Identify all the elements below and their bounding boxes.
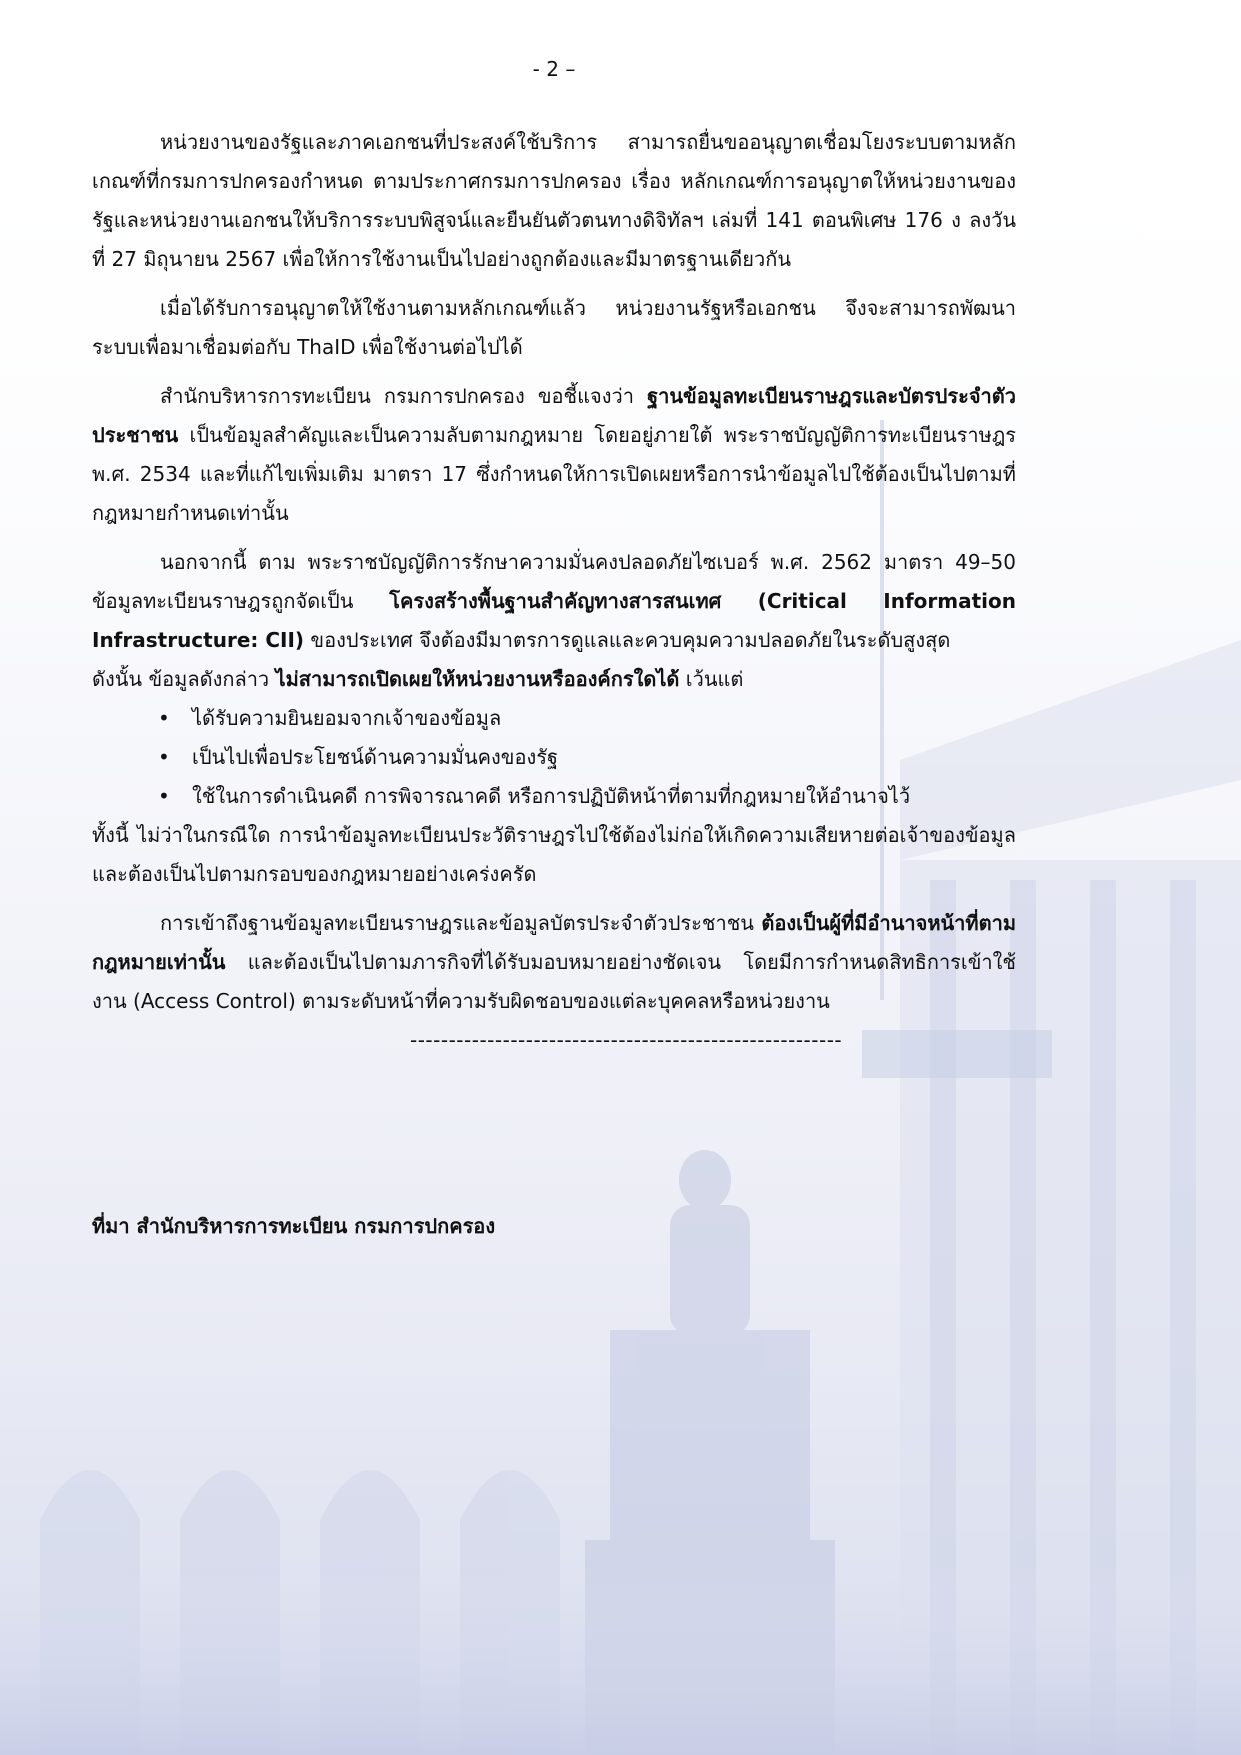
paragraph-text: เว้นแต่ bbox=[679, 667, 744, 691]
emphasis-text: ต้องเป็นผู้ที่มีอำนาจหน้าที่ตามกฎหมายเท่านั้น bbox=[92, 911, 1016, 974]
emphasis-text: ฐานข้อมูลทะเบียนราษฎรและบัตรประจำตัวประชาชน bbox=[92, 384, 1016, 447]
paragraph-critical-infrastructure bbox=[92, 543, 1016, 660]
paragraph-text: ดังนั้น ข้อมูลดังกล่าว bbox=[92, 667, 276, 691]
list-item bbox=[92, 738, 1016, 777]
paragraph-text: และต้องเป็นไปตามภารกิจที่ได้รับมอบหมายอย่างชัดเจน โดยมีการกำหนดสิทธิการเข้าใช้งาน (Access Control) ตามระดับหน้าที่ความรับผิดชอบของแต่ละบุคคลหรือหน่วยงาน bbox=[92, 950, 1016, 1013]
paragraph-text: ของประเทศ จึงต้องมีมาตรการดูแลและควบคุมความปลอดภัยในระดับสูงสุด bbox=[304, 628, 951, 652]
paragraph-thaid-integration: เมื่อได้รับการอนุญาตให้ใช้งานตามหลักเกณฑ์แล้ว หน่วยงานรัฐหรือเอกชน จึงจะสามารถพัฒนาระบบเพื่อมาเชื่อมต่อกับ ThaID เพื่อใช้งานต่อไปได้ bbox=[92, 296, 1016, 359]
exceptions-list bbox=[92, 699, 1016, 816]
source-attribution: ที่มา สำนักบริหารการทะเบียน กรมการปกครอง bbox=[92, 1214, 496, 1238]
bullet-icon: • bbox=[158, 784, 170, 808]
paragraph-registration-database-clarification bbox=[92, 377, 1016, 533]
bullet-icon: • bbox=[158, 706, 170, 730]
list-item bbox=[92, 777, 1016, 816]
paragraph-text: นอกจากนี้ ตาม พระราชบัญญัติการรักษาความมั่นคงปลอดภัยไซเบอร์ พ.ศ. 2562 มาตรา 49–50 ข้อมูลทะเบียนราษฎรถูกจัดเป็น bbox=[92, 550, 1016, 613]
paragraph-access-control bbox=[92, 904, 1016, 1021]
paragraph-disclosure-restriction bbox=[92, 660, 1016, 699]
paragraph-connection-permission: หน่วยงานของรัฐและภาคเอกชนที่ประสงค์ใช้บริการ สามารถยื่นขออนุญาตเชื่อมโยงระบบตามหลักเกณฑ์ที่กรมการปกครองกำหนด ตามประกาศกรมการปกครอง เรื่อง หลักเกณฑ์การอนุญาตให้หน่วยงานของรัฐและหน่วยงานเอกชนให้บริการระบบพิสูจน์และยืนยันตัวตนทางดิจิทัลฯ เล่มที่ 141 ตอนพิเศษ 176 ง ลงวันที่ 27 มิถุนายน 2567 เพื่อให้การใช้งานเป็นไปอย่างถูกต้องและมีมาตรฐานเดียวกัน bbox=[92, 130, 1016, 271]
paragraph-text: เป็นข้อมูลสำคัญและเป็นความลับตามกฎหมาย โดยอยู่ภายใต้ พระราชบัญญัติการทะเบียนราษฎร พ.ศ. 2534 และที่แก้ไขเพิ่มเติม มาตรา 17 ซึ่งกำหนดให้การเปิดเผยหรือการนำข้อมูลไปใช้ต้องเป็นไปตามที่กฎหมายกำหนดเท่านั้น bbox=[92, 423, 1016, 525]
paragraph-text: สำนักบริหารการทะเบียน กรมการปกครอง ขอชี้แจงว่า bbox=[160, 384, 648, 408]
paragraph-legal-framework: ทั้งนี้ ไม่ว่าในกรณีใด การนำข้อมูลทะเบียนประวัติราษฎรไปใช้ต้องไม่ก่อให้เกิดความเสียหายต่อเจ้าของข้อมูลและต้องเป็นไปตามกรอบของกฎหมายอย่างเคร่งครัด bbox=[92, 823, 1016, 886]
list-item-text: ได้รับความยินยอมจากเจ้าของข้อมูล bbox=[192, 706, 502, 730]
bullet-icon: • bbox=[158, 745, 170, 769]
list-item bbox=[92, 699, 1016, 738]
list-item-text: ใช้ในการดำเนินคดี การพิจารณาคดี หรือการปฏิบัติหน้าที่ตามที่กฎหมายให้อำนาจไว้ bbox=[192, 784, 911, 808]
document-body bbox=[92, 50, 1016, 1060]
section-divider: -------------------------------------------------------- bbox=[410, 1028, 843, 1052]
page-number: - 2 – bbox=[532, 57, 576, 81]
emphasis-text: โครงสร้างพื้นฐานสำคัญทางสารสนเทศ (Critical Information Infrastructure: CII) bbox=[92, 589, 1016, 652]
list-item-text: เป็นไปเพื่อประโยชน์ด้านความมั่นคงของรัฐ bbox=[192, 745, 559, 769]
emphasis-text: ไม่สามารถเปิดเผยให้หน่วยงานหรือองค์กรใดได้ bbox=[275, 667, 680, 691]
paragraph-text: การเข้าถึงฐานข้อมูลทะเบียนราษฎรและข้อมูลบัตรประจำตัวประชาชน bbox=[160, 911, 762, 935]
